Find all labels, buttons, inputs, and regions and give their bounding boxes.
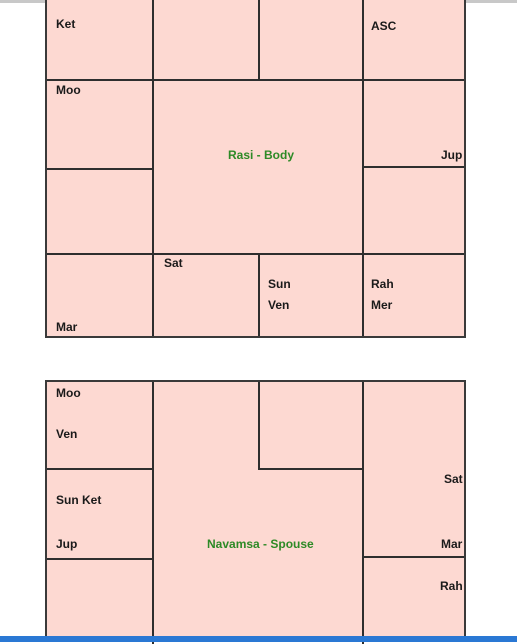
navamsa-grid-line bbox=[363, 556, 464, 558]
rasi-label-sun: Sun bbox=[268, 277, 291, 291]
rasi-label-mer: Mer bbox=[371, 298, 393, 312]
navamsa-label-sun-ket: Sun Ket bbox=[56, 493, 102, 507]
taskbar-edge bbox=[0, 636, 517, 642]
rasi-chart-title: Rasi - Body bbox=[228, 148, 295, 162]
rasi-chart bbox=[45, 0, 466, 338]
rasi-label-moo: Moo bbox=[56, 83, 81, 97]
navamsa-grid-line bbox=[362, 382, 364, 644]
navamsa-label-rah: Rah bbox=[440, 579, 463, 593]
navamsa-chart bbox=[45, 380, 466, 642]
rasi-grid-line bbox=[258, 0, 260, 79]
rasi-grid-line bbox=[47, 79, 464, 81]
rasi-grid-line bbox=[47, 168, 153, 170]
navamsa-label-jup: Jup bbox=[56, 537, 78, 551]
rasi-label-jup: Jup bbox=[441, 148, 463, 162]
rasi-label-ven: Ven bbox=[268, 298, 290, 312]
rasi-label-ket: Ket bbox=[56, 17, 76, 31]
navamsa-grid-line bbox=[152, 382, 154, 644]
navamsa-grid-line bbox=[47, 558, 153, 560]
rasi-grid-line bbox=[362, 0, 364, 336]
rasi-label-asc: ASC bbox=[371, 19, 397, 33]
navamsa-chart-title: Navamsa - Spouse bbox=[207, 537, 314, 551]
navamsa-label-sat: Sat bbox=[444, 472, 463, 486]
navamsa-grid-line bbox=[258, 382, 260, 470]
rasi-grid-line bbox=[258, 254, 260, 336]
rasi-label-rah: Rah bbox=[371, 277, 394, 291]
navamsa-grid-line bbox=[47, 468, 153, 470]
rasi-label-sat: Sat bbox=[164, 256, 183, 270]
navamsa-label-ven: Ven bbox=[56, 427, 78, 441]
rasi-label-mar: Mar bbox=[56, 320, 78, 334]
navamsa-label-moo: Moo bbox=[56, 386, 81, 400]
rasi-grid-line bbox=[363, 166, 464, 168]
rasi-grid-line bbox=[47, 253, 464, 255]
navamsa-grid-line bbox=[258, 468, 362, 470]
rasi-grid-line bbox=[152, 0, 154, 336]
navamsa-label-mar: Mar bbox=[441, 537, 463, 551]
